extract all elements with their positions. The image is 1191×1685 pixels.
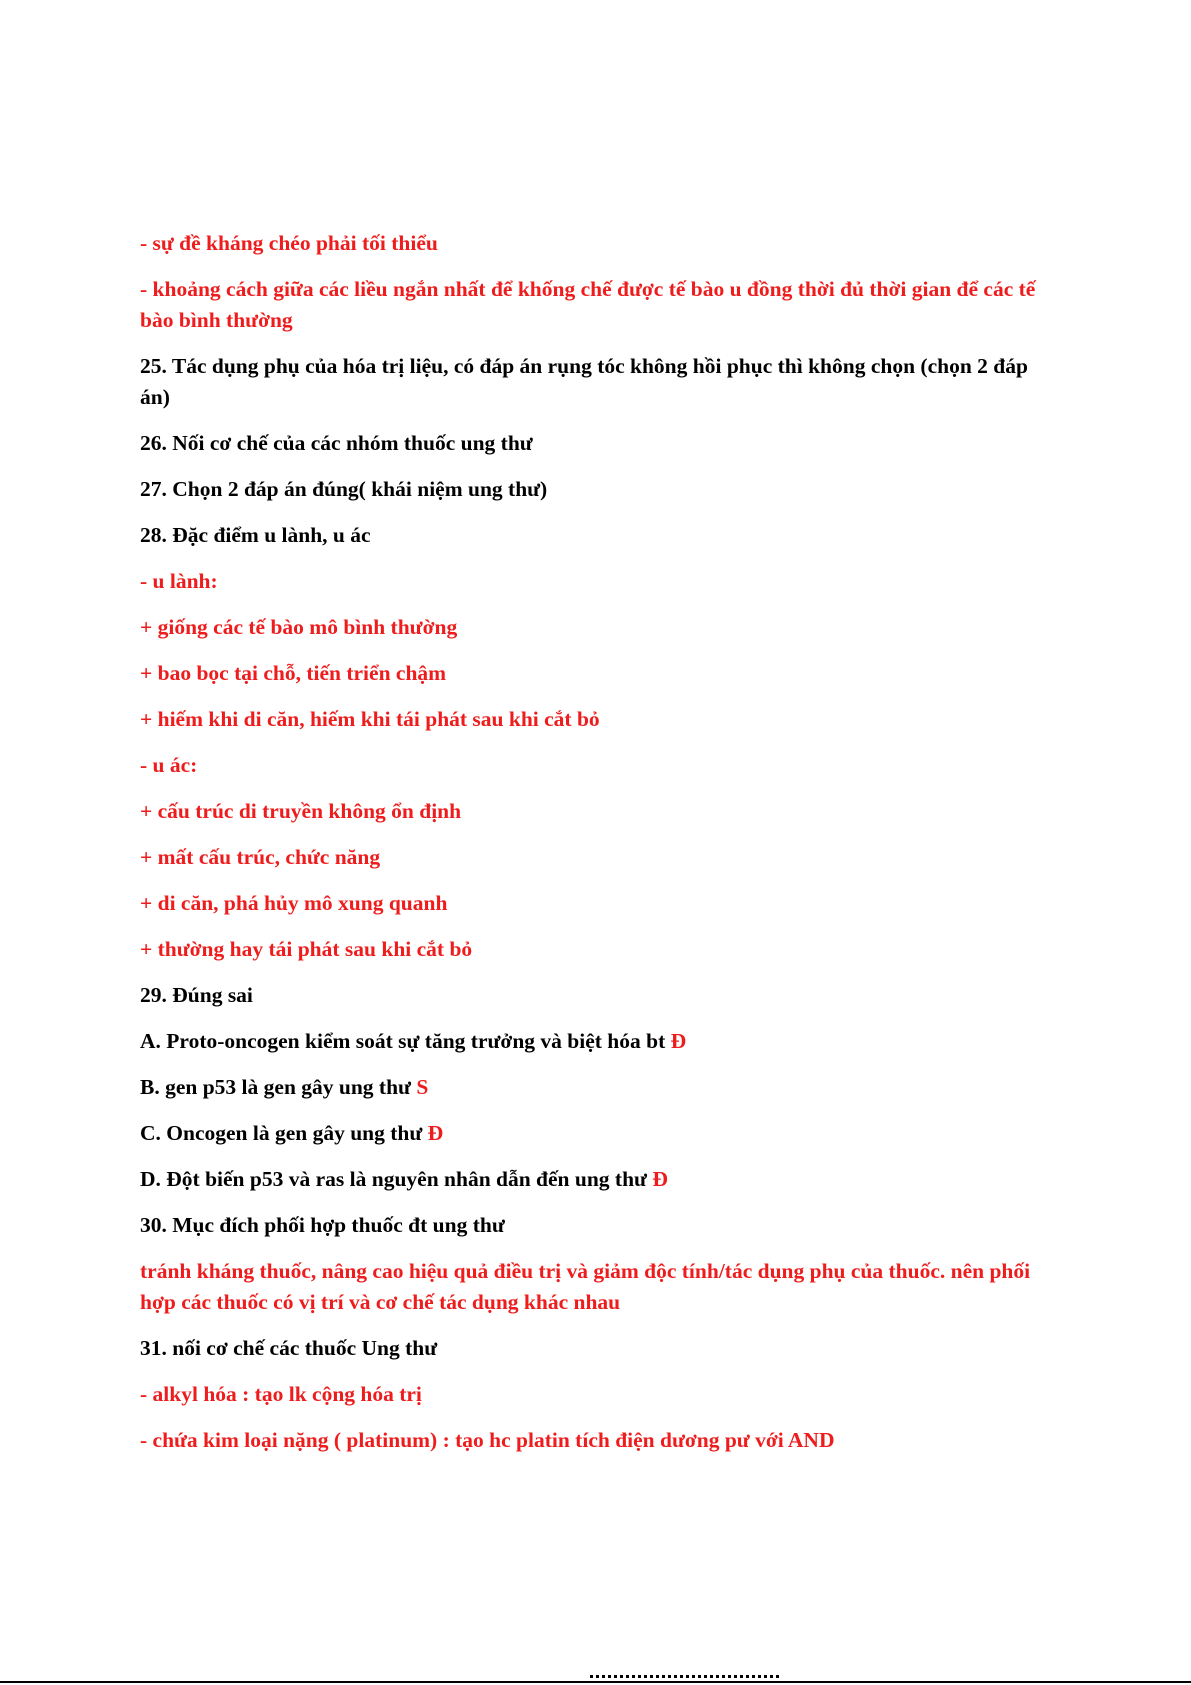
question-heading: 25. Tác dụng phụ của hóa trị liệu, có đáp án rụng tóc không hồi phục thì không chọn (chọn 2 đáp án) [140,354,1028,409]
page-bottom-rule [0,1681,1191,1683]
text-line: - khoảng cách giữa các liều ngắn nhất để khống chế được tế bào u đồng thời đủ thời gian để các tế bào bình thường [140,277,1036,332]
question-heading: 31. nối cơ chế các thuốc Ung thư [140,1336,438,1360]
answer-line: - u ác: [140,753,198,777]
question-heading: 26. Nối cơ chế của các nhóm thuốc ung thư [140,431,533,455]
answer-line: + giống các tế bào mô bình thường [140,615,458,639]
answer-line: - u lành: [140,569,218,593]
answer-line: + di căn, phá hủy mô xung quanh [140,891,448,915]
true-false-item: C. Oncogen là gen gây ung thư Đ [140,1121,444,1145]
answer-line: tránh kháng thuốc, nâng cao hiệu quả điều trị và giảm độc tính/tác dụng phụ của thuốc. nên phối hợp các thuốc có vị trí và cơ chế tác dụng khác nhau [140,1259,1031,1314]
true-false-item: D. Đột biến p53 và ras là nguyên nhân dẫn đến ung thư Đ [140,1167,668,1191]
question-heading: 28. Đặc điểm u lành, u ác [140,523,371,547]
true-false-item: B. gen p53 là gen gây ung thư S [140,1075,429,1099]
answer-line: - alkyl hóa : tạo lk cộng hóa trị [140,1382,422,1406]
text-line: - sự đề kháng chéo phải tối thiểu [140,231,438,255]
answer-line: + cấu trúc di truyền không ổn định [140,799,462,823]
answer-mark: Đ [670,1029,687,1053]
answer-line: + thường hay tái phát sau khi cắt bỏ [140,937,473,961]
answer-line: + hiếm khi di căn, hiếm khi tái phát sau khi cắt bỏ [140,707,600,731]
answer-line: + mất cấu trúc, chức năng [140,845,381,869]
answer-line: + bao bọc tại chỗ, tiến triển chậm [140,661,447,685]
answer-mark: Đ [427,1121,444,1145]
document-page [140,228,1060,1471]
answer-mark: Đ [652,1167,668,1191]
question-heading: 27. Chọn 2 đáp án đúng( khái niệm ung thư) [140,477,548,501]
question-heading: 30. Mục đích phối hợp thuốc đt ung thư [140,1213,505,1237]
page-edge-mark [590,1675,780,1678]
answer-mark: S [416,1075,429,1099]
true-false-item: A. Proto-oncogen kiểm soát sự tăng trưởng và biệt hóa bt Đ [140,1029,687,1053]
answer-line: - chứa kim loại nặng ( platinum) : tạo hc platin tích điện dương pư với AND [140,1428,835,1452]
question-heading: 29. Đúng sai [140,983,253,1007]
